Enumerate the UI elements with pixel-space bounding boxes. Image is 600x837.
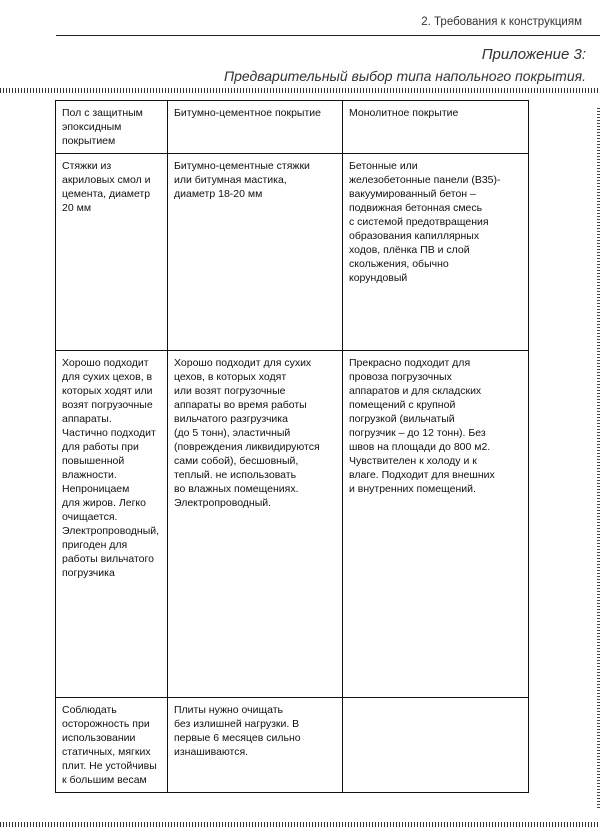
- table-cell: Хорошо подходит для сухих цехов, в которых ходят или возят погрузочные аппараты. Частично подходит для работы при повышенной влажности. Непроницаем для жиров. Легко очищается. Электропроводный, пригоден для работы вильчатого погрузчика: [56, 350, 168, 697]
- column-header-monolithic: Монолитное покрытие: [343, 101, 529, 154]
- bottom-scan-border: [0, 822, 600, 827]
- table-cell: Хорошо подходит для сухих цехов, в которых ходят или возят погрузочные аппараты во время работы вильчатого разгрузчика (до 5 тонн), эластичный (повреждения ликвидируются сами собой), бесшовный, теплый. не использовать во влажных помещениях. Электропроводный.: [168, 350, 343, 697]
- top-scan-border: [0, 88, 600, 93]
- appendix-subtitle: Предварительный выбор типа напольного покрытия.: [223, 68, 586, 84]
- appendix-title: Приложение 3:: [481, 46, 586, 63]
- table-header-row: [56, 101, 529, 154]
- floor-covering-table: [55, 100, 529, 793]
- table-cell: [343, 697, 529, 792]
- table-cell: Прекрасно подходит для провоза погрузочных аппаратов и для складских помещений с крупной погрузкой (вильчатый погрузчик – до 12 тонн). Без швов на площади до 800 м2. Чувствителен к холоду и к влаге. Подходит для внешних и внутренних помещений.: [343, 350, 529, 697]
- table-row-cautions: [56, 697, 529, 792]
- column-header-bitumen: Битумно-цементное покрытие: [168, 101, 343, 154]
- running-header: 2. Требования к конструкциям: [421, 16, 582, 28]
- table-cell: Бетонные или железобетонные панели (В35)- вакуумированный бетон – подвижная бетонная смесь с системой предотвращения образования капиллярных ходов, плёнка ПВ и слой скольжения, обычно корундовый: [343, 154, 529, 351]
- table-row-composition: [56, 154, 529, 351]
- table-cell: Плиты нужно очищать без излишней нагрузки. В первые 6 месяцев сильно изнашиваются.: [168, 697, 343, 792]
- header-rule: [56, 35, 600, 36]
- table-cell: Соблюдать осторожность при использовании статичных, мягких плит. Не устойчивы к большим весам: [56, 697, 168, 792]
- column-header-epoxy: Пол с защитным эпоксидным покрытием: [56, 101, 168, 154]
- table-cell: Стяжки из акриловых смол и цемента, диаметр 20 мм: [56, 154, 168, 351]
- table-cell: Битумно-цементные стяжки или битумная мастика, диаметр 18-20 мм: [168, 154, 343, 351]
- table-row-properties: [56, 350, 529, 697]
